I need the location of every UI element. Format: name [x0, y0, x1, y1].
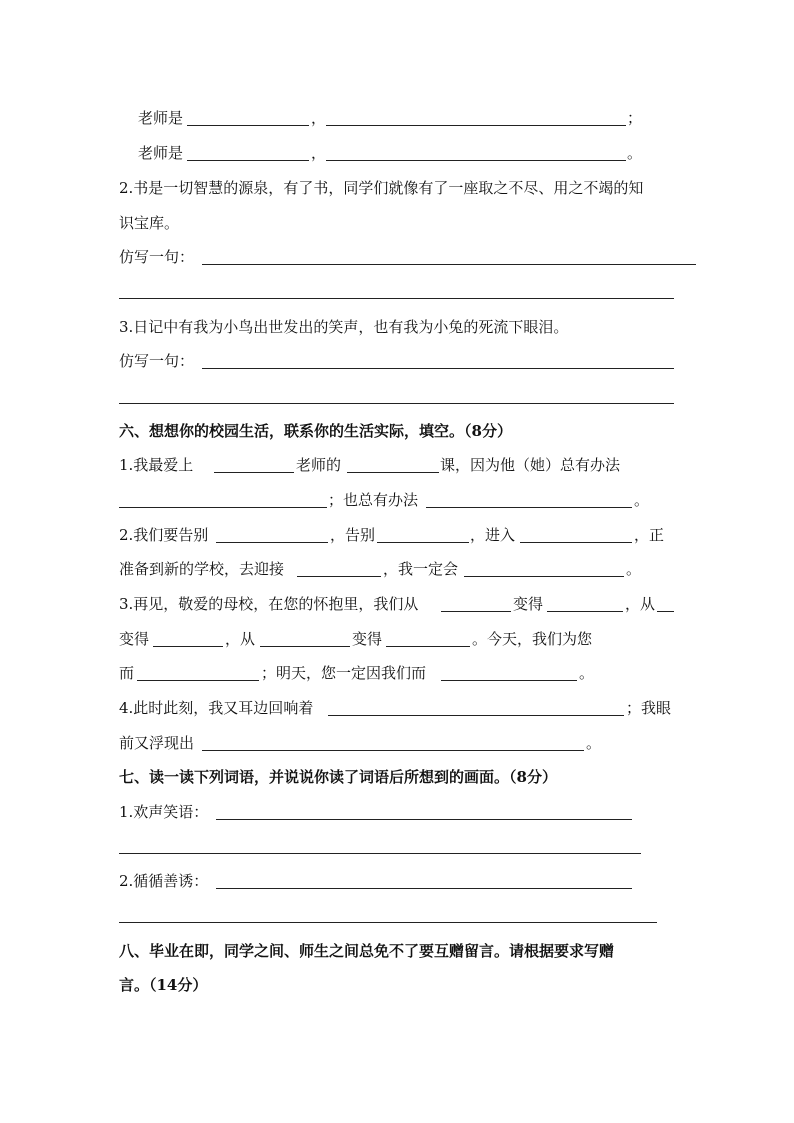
section-7-heading: 七、读一读下列词语，并说说你读了词语后所想到的画面。（8分）	[119, 768, 557, 786]
s7-q1-label: 1.欢声笑语：	[119, 803, 209, 821]
s6-q3-g: 。今天，我们为您	[472, 630, 593, 648]
s6-q2-b: ，告别	[330, 526, 376, 544]
answer-blank[interactable]	[187, 160, 309, 161]
s6-q2-e: 准备到新的学校，去迎接	[119, 560, 285, 578]
period: 。	[634, 491, 650, 509]
s6-q2-d: ，正	[634, 526, 665, 544]
answer-blank[interactable]	[202, 750, 584, 751]
answer-blank[interactable]	[520, 542, 632, 543]
comma: ，	[311, 109, 327, 127]
answer-blank[interactable]	[426, 507, 632, 508]
answer-blank[interactable]	[328, 715, 624, 716]
answer-blank[interactable]	[137, 680, 259, 681]
section-8-heading-line1: 八、毕业在即，同学之间、师生之间总免不了要互赠留言。请根据要求写赠	[119, 942, 615, 960]
s6-q3-d: 变得	[119, 630, 150, 648]
answer-blank[interactable]	[119, 403, 674, 404]
answer-blank[interactable]	[657, 611, 674, 612]
question-2-text-line2: 识宝库。	[119, 214, 180, 232]
s6-q1-b: 老师的	[296, 456, 342, 474]
answer-blank[interactable]	[119, 922, 657, 923]
comma: ，	[311, 144, 327, 162]
teacher-prefix-1: 老师是	[138, 109, 184, 127]
answer-blank[interactable]	[260, 646, 350, 647]
answer-blank[interactable]	[119, 853, 641, 854]
period: 。	[627, 144, 643, 162]
s6-q4-a: 4.此时此刻，我又耳边回响着	[119, 699, 314, 717]
answer-blank[interactable]	[326, 160, 626, 161]
answer-blank[interactable]	[119, 507, 327, 508]
s6-q1-a: 1.我最爱上	[119, 456, 194, 474]
answer-blank[interactable]	[202, 368, 674, 369]
imitate-label: 仿写一句：	[119, 352, 195, 370]
s6-q2-a: 2.我们要告别	[119, 526, 209, 544]
answer-blank[interactable]	[347, 472, 439, 473]
s6-q3-b: 变得	[513, 595, 544, 613]
s6-q1-d: ；也总有办法	[328, 491, 419, 509]
question-2-text-line1: 2.书是一切智慧的源泉，有了书，同学们就像有了一座取之不尽、用之不竭的知	[119, 179, 644, 197]
s6-q3-h: 而	[119, 664, 135, 682]
answer-blank[interactable]	[386, 646, 470, 647]
period: 。	[579, 664, 595, 682]
answer-blank[interactable]	[119, 298, 674, 299]
s6-q4-c: 前又浮现出	[119, 734, 195, 752]
s6-q2-c: ，进入	[470, 526, 516, 544]
teacher-prefix-2: 老师是	[138, 144, 184, 162]
answer-blank[interactable]	[297, 576, 381, 577]
s6-q4-b: ；我眼	[626, 699, 672, 717]
s6-q2-f: ，我一定会	[383, 560, 459, 578]
answer-blank[interactable]	[441, 680, 577, 681]
s6-q3-i: ；明天，您一定因我们而	[261, 664, 427, 682]
answer-blank[interactable]	[464, 576, 624, 577]
answer-blank[interactable]	[216, 819, 632, 820]
answer-blank[interactable]	[216, 542, 328, 543]
period: 。	[586, 734, 602, 752]
answer-blank[interactable]	[187, 125, 309, 126]
imitate-label: 仿写一句：	[119, 248, 195, 266]
answer-blank[interactable]	[153, 646, 223, 647]
s7-q2-label: 2.循循善诱：	[119, 872, 209, 890]
section-8-heading-line2: 言。（14分）	[119, 976, 208, 994]
s6-q3-f: 变得	[352, 630, 383, 648]
period: 。	[626, 560, 642, 578]
answer-blank[interactable]	[547, 611, 623, 612]
s6-q3-e: ，从	[225, 630, 256, 648]
question-3-text: 3.日记中有我为小鸟出世发出的笑声，也有我为小兔的死流下眼泪。	[119, 318, 569, 336]
answer-blank[interactable]	[326, 125, 626, 126]
answer-blank[interactable]	[216, 888, 632, 889]
answer-blank[interactable]	[377, 542, 469, 543]
section-6-heading: 六、想想你的校园生活，联系你的生活实际，填空。（8分）	[119, 422, 512, 440]
answer-blank[interactable]	[202, 264, 696, 265]
answer-blank[interactable]	[441, 611, 511, 612]
s6-q3-c: ，从	[625, 595, 656, 613]
s6-q1-c: 课，因为他（她）总有办法	[440, 456, 621, 474]
answer-blank[interactable]	[214, 472, 294, 473]
semicolon: ；	[627, 109, 643, 127]
s6-q3-a: 3.再见，敬爱的母校，在您的怀抱里，我们从	[119, 595, 419, 613]
